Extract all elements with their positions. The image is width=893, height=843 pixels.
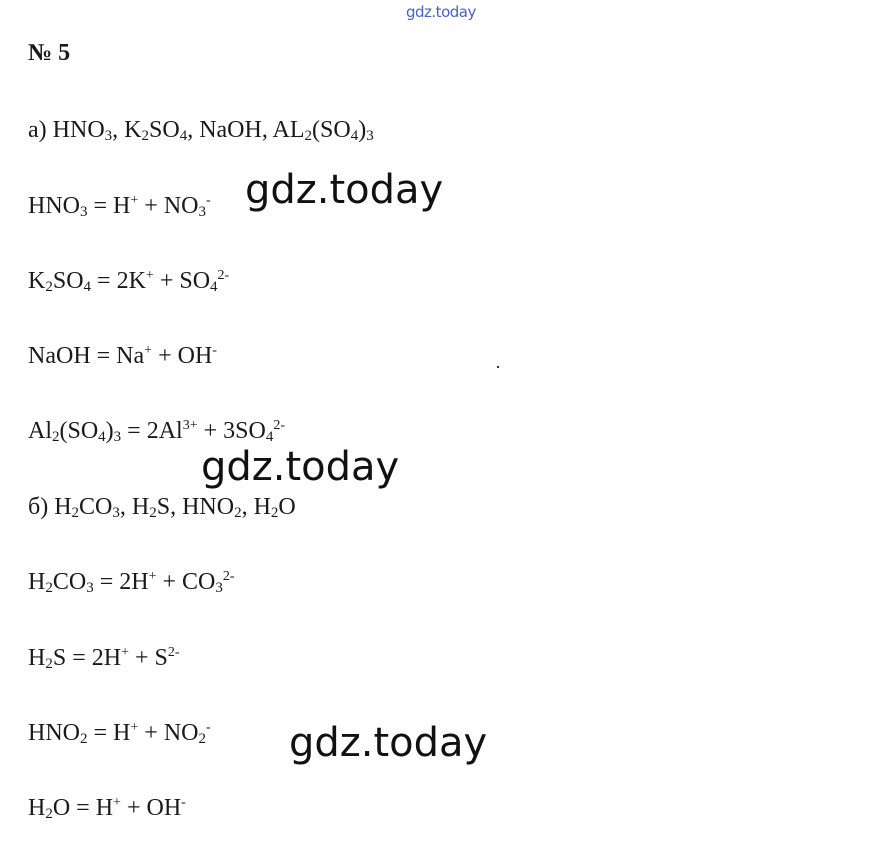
equation-hno2: $HNO_2 = H^+ + NO_2^-$: [28, 720, 211, 747]
watermark: gdz.today: [289, 720, 488, 766]
equation-h2co3: $H_2CO_3 = 2H^+ + CO_3^{2-}$: [28, 569, 235, 596]
equation-al2so43: $Al_2(SO_4)_3 = 2Al^{3+} + 3SO_4^{2-}$: [28, 418, 286, 445]
watermark: gdz.today: [201, 444, 400, 490]
equation-naoh: NaOH = Na+ + OH-: [28, 343, 217, 369]
part-a-list: а) $HNO_3$, $K_2SO_4$, NaOH, $AL_2(SO_4)_3$: [28, 117, 374, 144]
watermark: gdz.today: [245, 167, 444, 213]
watermark-top: gdz.today: [406, 3, 476, 21]
problem-number: № 5: [28, 40, 71, 66]
equation-h2s: $H_2S = 2H^+ + S^{2-}$: [28, 645, 180, 672]
part-b-list: б) $H_2CO_3$, $H_2S$, $HNO_2$, $H_2O$: [28, 494, 296, 521]
speck: [497, 366, 499, 368]
equation-k2so4: $K_2SO_4 = 2K^+ + SO_4^{2-}$: [28, 268, 230, 295]
equation-hno3: $HNO_3 = H^+ + NO_3^-$: [28, 193, 211, 220]
equation-h2o: $H_2O = H^+ + OH^-$: [28, 795, 186, 822]
